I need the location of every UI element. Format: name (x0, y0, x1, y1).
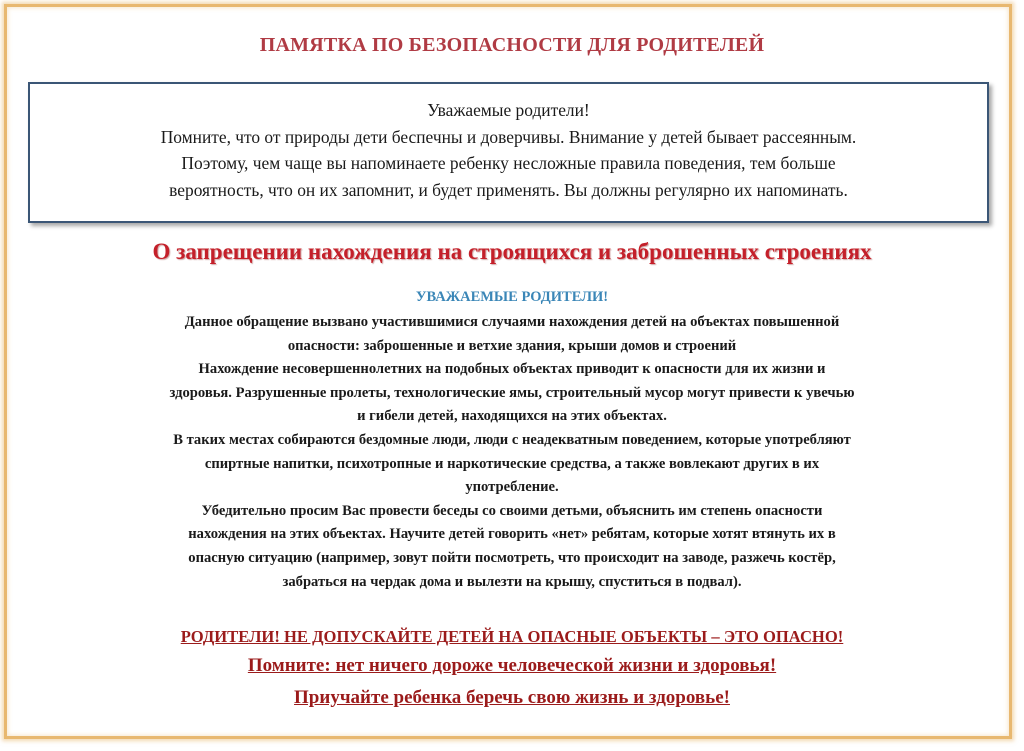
body-text (0, 311, 1024, 594)
body-line: забраться на чердак дома и вылезти на крышу, спуститься в подвал). (282, 573, 742, 590)
body-line: Данное обращение вызвано участившимися случаями нахождения детей на объектах повышенной (184, 314, 840, 330)
intro-line: Поэтому, чем чаще вы напоминаете ребенку несложные правила поведения, тем больше (181, 153, 836, 173)
section-heading: О запрещении нахождения на строящихся и заброшенных строениях (152, 239, 872, 264)
body-line: В таких местах собираются бездомные люди, люди с неадекватным поведением, которые употребляют (173, 431, 851, 448)
body-line: нахождения на этих объектах. Научите детей говорить «нет» ребятам, которые хотят втянуть их в (188, 526, 836, 543)
intro-line: Уважаемые родители! (427, 100, 590, 120)
body-line: Убедительно просим Вас провести беседы со своими детьми, объяснить им степень опасности (201, 502, 823, 519)
page-title: ПАМЯТКА ПО БЕЗОПАСНОСТИ ДЛЯ РОДИТЕЛЕЙ (259, 34, 765, 56)
intro-box (28, 82, 989, 223)
intro-line: Помните, что от природы дети беспечны и доверчивы. Внимание у детей бывает рассеянным. (160, 126, 857, 147)
body-line: употребление. (465, 479, 559, 496)
body-line: опасности: заброшенные и ветхие здания, крыши домов и строений (287, 337, 737, 354)
section-subheading: УВАЖАЕМЫЕ РОДИТЕЛИ! (415, 289, 609, 305)
body-line: Нахождение несовершеннолетних на подобных объектах приводит к опасности для их жизни и (198, 361, 826, 378)
warning-line: Помните: нет ничего дороже человеческой жизни и здоровья! (247, 655, 777, 676)
body-line: здоровья. Разрушенные пролеты, технологические ямы, строительный мусор могут привести к увечью (169, 384, 855, 401)
warning-line: Приучайте ребенка беречь свою жизнь и здоровье! (294, 687, 730, 708)
intro-line: вероятность, что он их запомнит, и будет применять. Вы должны регулярно их напоминать. (169, 179, 848, 200)
body-line: и гибели детей, находящихся на этих объектах. (357, 408, 667, 425)
body-line: спиртные напитки, психотропные и наркотические средства, а также вовлекают других в их (204, 455, 820, 472)
warning-line: РОДИТЕЛИ! НЕ ДОПУСКАЙТЕ ДЕТЕЙ НА ОПАСНЫЕ ОБЪЕКТЫ – ЭТО ОПАСНО! (180, 627, 844, 646)
body-line: опасную ситуацию (например, зовут пойти посмотреть, что происходит на заводе, разжечь костёр, (188, 549, 836, 566)
